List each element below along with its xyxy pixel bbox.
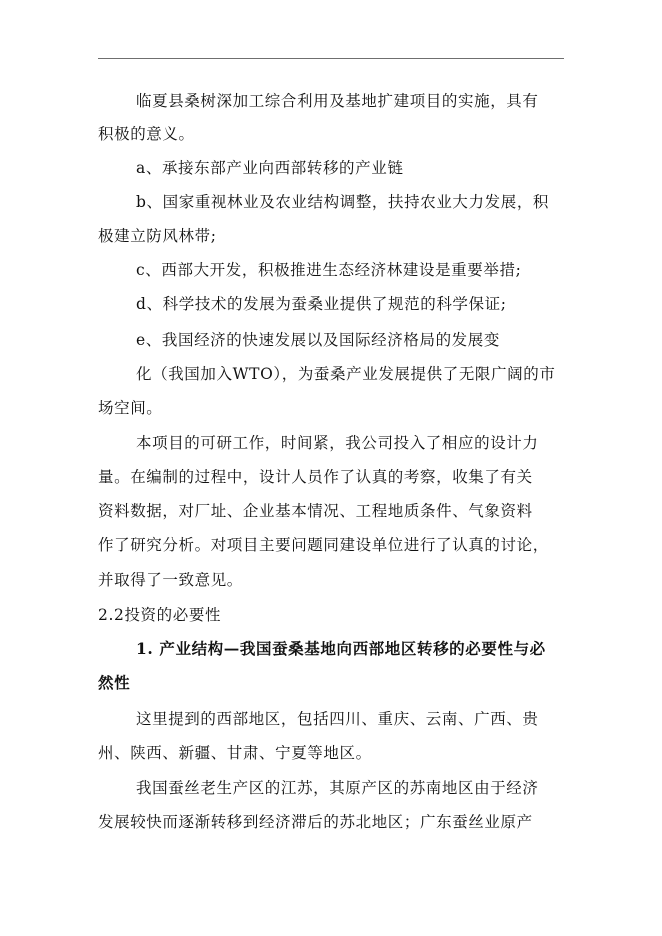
list-item-b: b、国家重视林业及农业结构调整，扶持农业大力发展，积 [136,193,550,211]
subsection-heading: 1. 产业结构—我国蚕桑基地向西部地区转移的必要性与必 [136,639,546,658]
list-item-e-continued: 化（我国加入WTO），为蚕桑产业发展提供了无限广阔的市 [136,365,556,383]
paragraph-line: 临夏县桑树深加工综合利用及基地扩建项目的实施，具有 [136,92,539,110]
list-item-e-continued: 场空间。 [98,399,163,417]
paragraph-line: 并取得了一致意见。 [98,571,243,589]
paragraph-line: 这里提到的西部地区，包括四川、重庆、云南、广西、贵 [136,710,539,728]
paragraph-line: 量。在编制的过程中，设计人员作了认真的考察，收集了有关 [98,468,533,486]
list-item-d: d、科学技术的发展为蚕桑业提供了规范的科学保证; [136,295,507,313]
list-item-e: e、我国经济的快速发展以及国际经济格局的发展变 [136,331,500,349]
paragraph-line: 发展较快而逐渐转移到经济滞后的苏北地区；广东蚕丝业原产 [98,813,533,831]
paragraph-line: 州、陕西、新疆、甘肃、宁夏等地区。 [98,744,372,762]
list-item-c: c、西部大开发，积极推进生态经济林建设是重要举措; [136,261,522,279]
section-heading: 2.2投资的必要性 [98,606,222,624]
paragraph-line: 资料数据，对厂址、企业基本情况、工程地质条件、气象资料 [98,502,533,520]
list-item-b-continued: 极建立防风林带; [98,227,217,245]
subsection-heading-continued: 然性 [98,673,131,692]
paragraph-line: 我国蚕丝老生产区的江苏，其原产区的苏南地区由于经济 [136,779,539,797]
list-item-a: a、承接东部产业向西部转移的产业链 [136,159,404,177]
header-rule [98,58,564,59]
paragraph-line: 积极的意义。 [98,125,195,143]
paragraph-line: 本项目的可研工作，时间紧，我公司投入了相应的设计力 [136,434,539,452]
paragraph-line: 作了研究分析。对项目主要问题同建设单位进行了认真的讨论， [98,536,549,554]
